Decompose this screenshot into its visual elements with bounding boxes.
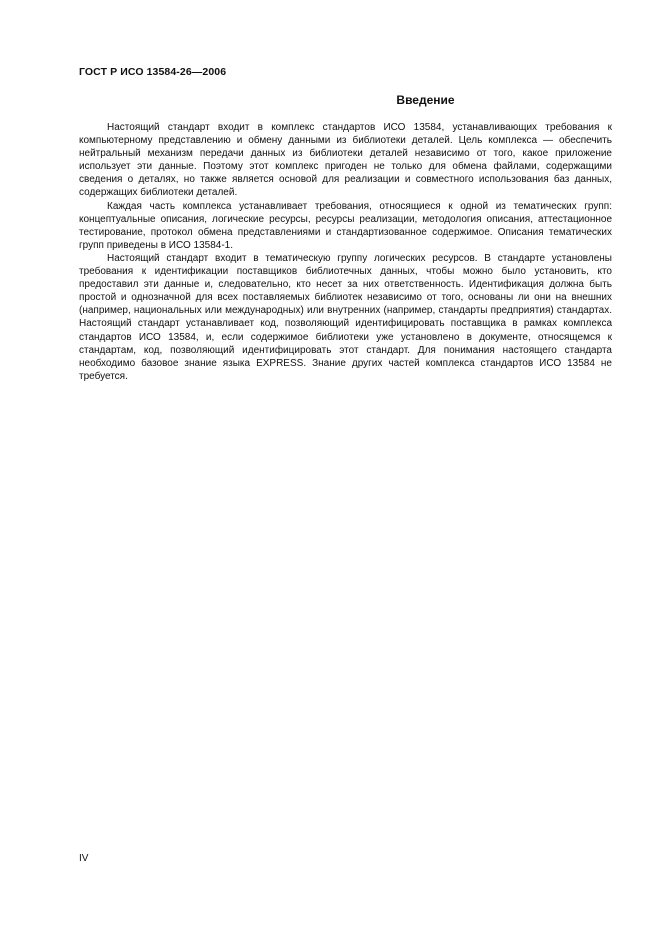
paragraph-2: Каждая часть комплекса устанавливает требования, относящиеся к одной из тематических групп: концептуальные описания, логические ресурсы, ресурсы реализации, методология описания, аттестационное тестирование, протокол обмена представлениями и стандартизованное содержимое. Описания тематических групп приведены в ИСО 13584-1. <box>79 200 612 251</box>
page-number: IV <box>79 853 89 864</box>
paragraph-1: Настоящий стандарт входит в комплекс стандартов ИСО 13584, устанавливающих требования к компьютерному представлению и обмену данными из библиотеки деталей. Цель комплекса — обеспечить нейтральный механизм передачи данных из библиотеки деталей независимо от того, какое приложение использует эти данные. Поэтому этот комплекс пригоден не только для обмена файлами, содержащими сведения о деталях, но также является основой для реализации и совместного использования баз данных, содержащих библиотеки деталей. <box>79 122 612 199</box>
introduction-body <box>79 121 612 383</box>
document-header-code: ГОСТ Р ИСО 13584-26—2006 <box>79 66 227 78</box>
section-title-wrapper <box>79 93 612 107</box>
paragraph-3: Настоящий стандарт входит в тематическую группу логических ресурсов. В стандарте установлены требования к идентификации поставщиков библиотечных данных, чтобы можно было установить, кто предоставил эти данные и, следовательно, кто несет за них ответственность. Идентификация должна быть простой и однозначной для всех поставляемых библиотек независимо от того, основаны ли они на внешних (например, национальных или международных) или внутренних (например, стандарты предприятия) стандартах. Настоящий стандарт устанавливает код, позволяющий идентифицировать поставщика в рамках комплекса стандартов ИСО 13584, и, если содержимое библиотеки уже установлено в документе, относящемся к стандартам, код, позволяющий идентифицировать этот стандарт. Для понимания настоящего стандарта необходимо базовое знание языка EXPRESS. Знание других частей комплекса стандартов ИСО 13584 не требуется. <box>79 252 612 382</box>
section-title: Введение <box>396 93 455 107</box>
